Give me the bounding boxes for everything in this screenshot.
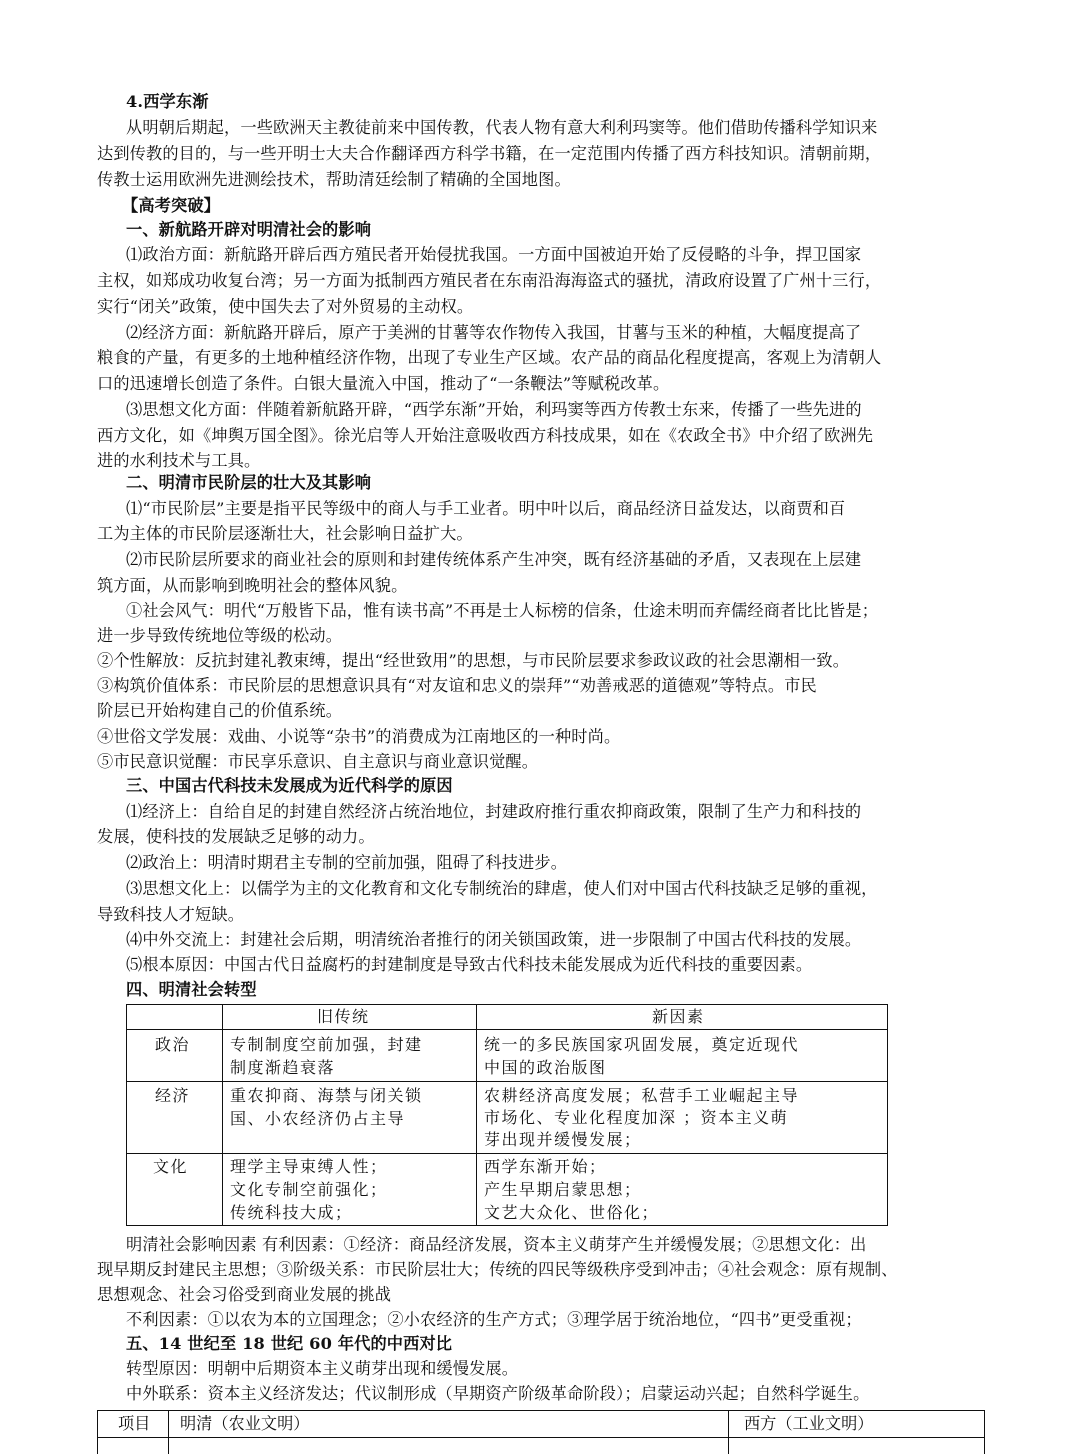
table-cell: 传统科技大成； — [230, 1203, 353, 1222]
part3-title: 三、中国古代科技未发展成为近代科学的原因 — [126, 776, 453, 795]
table-cell: 中国的政治版图 — [484, 1058, 607, 1077]
paragraph-line: 思想观念、社会习俗受到商业发展的挑战 — [97, 1285, 392, 1304]
table-cell: 农耕经济高度发展；私营手工业崛起主导 — [484, 1086, 800, 1105]
paragraph-line: 西方文化，如《坤舆万国全图》。徐光启等人开始注意吸收西方科技成果，如在《农政全书》中介绍了欧洲先 — [97, 426, 874, 445]
table-cell: 市场化、专业化程度加深 ；资本主义萌 — [484, 1108, 789, 1127]
paragraph-line: 导致科技人才短缺。 — [97, 905, 245, 924]
paragraph-line: ⑶思想文化上：以儒学为主的文化教育和文化专制统治的肆虐，使人们对中国古代科技缺乏足够的重视， — [126, 879, 878, 898]
table-divider — [98, 1437, 984, 1438]
paragraph-line: 现早期反封建民主思想；③阶级关系：市民阶层壮大；传统的四民等级秩序受到冲击；④社会观念：原有规制、 — [97, 1260, 898, 1279]
paragraph-line: ⑵经济方面：新航路开辟后，原产于美洲的甘薯等农作物传入我国，甘薯与玉米的种植，大幅度提高了 — [126, 323, 862, 342]
part1-title: 一、新航路开辟对明清社会的影响 — [126, 220, 372, 239]
table-cell: 理学主导束缚人性； — [230, 1157, 388, 1176]
paragraph-line: ⑷中外交流上：封建社会后期，明清统治者推行的闭关锁国政策，进一步限制了中国古代科技的发展。 — [126, 930, 862, 949]
table-divider — [168, 1411, 169, 1454]
paragraph-line: ⑴“市民阶层”主要是指平民等级中的商人与手工业者。明中叶以后，商品经济日益发达，以商贾和百 — [126, 499, 846, 518]
paragraph-line: ⑵政治上：明清时期君主专制的空前加强，阻碍了科技进步。 — [126, 853, 568, 872]
paragraph-line: ③构筑价值体系：市民阶层的思想意识具有“对友谊和忠义的崇拜”“劝善戒恶的道德观”等特点。市民 — [97, 676, 817, 695]
table-cell: 重农抑商、海禁与闭关锁 — [230, 1086, 423, 1105]
row-category-politics: 政治 — [155, 1035, 191, 1054]
row-category-economy: 经济 — [155, 1086, 191, 1105]
paragraph-line: 发展，使科技的发展缺乏足够的动力。 — [97, 827, 375, 846]
transition-table — [126, 1004, 888, 1226]
table-cell: 芽出现并缓慢发展； — [484, 1130, 642, 1149]
paragraph-line: 中外联系：资本主义经济发达；代议制形成（早期资产阶级革命阶段）；启蒙运动兴起；自然科学诞生。 — [126, 1384, 870, 1403]
paragraph-line: ⑸根本原因：中国古代日益腐朽的封建制度是导致古代科技未能发展成为近代科技的重要因素。 — [126, 955, 813, 974]
table-cell: 文化专制空前强化； — [230, 1180, 388, 1199]
table-cell: 专制制度空前加强，封建 — [230, 1035, 423, 1054]
paragraph-line: 粮食的产量，有更多的土地种植经济作物，出现了专业生产区域。农产品的商品化程度提高，客观上为清朝人 — [97, 348, 882, 367]
table-cell: 产生早期启蒙思想； — [484, 1180, 642, 1199]
comparison-table — [97, 1410, 985, 1454]
paragraph-line: ⑤市民意识觉醒：市民享乐意识、自主意识与商业意识觉醒。 — [97, 752, 539, 771]
table-divider — [728, 1411, 729, 1454]
paragraph-line: 实行“闭关”政策，使中国失去了对外贸易的主动权。 — [97, 297, 474, 316]
paragraph-line: 进一步导致传统地位等级的松动。 — [97, 626, 343, 645]
paragraph-line: ⑴政治方面：新航路开辟后西方殖民者开始侵扰我国。一方面中国被迫开始了反侵略的斗争，捍卫国家 — [126, 245, 862, 264]
table-divider — [127, 1029, 887, 1030]
table-header-item: 项目 — [118, 1414, 151, 1433]
paragraph-line: ⑴经济上：自给自足的封建自然经济占统治地位，封建政府推行重农抑商政策，限制了生产力和科技的 — [126, 802, 862, 821]
paragraph-line: 进的水利技术与工具。 — [97, 451, 261, 470]
paragraph-line: 传教士运用欧洲先进测绘技术，帮助清廷绘制了精确的全国地图。 — [97, 170, 571, 189]
table-header-new: 新因素 — [652, 1007, 705, 1026]
part5-title: 五、14 世纪至 18 世纪 60 年代的中西对比 — [126, 1334, 453, 1353]
table-header-old: 旧传统 — [317, 1007, 370, 1026]
paragraph-line: 从明朝后期起，一些欧洲天主教徒前来中国传教，代表人物有意大利利玛窦等。他们借助传播科学知识来 — [126, 118, 878, 137]
section-title-xixue: 4.西学东渐 — [126, 92, 209, 111]
table-divider — [127, 1153, 887, 1154]
paragraph-line: 筑方面，从而影响到晚明社会的整体风貌。 — [97, 576, 408, 595]
paragraph-line: 阶层已开始构建自己的价值系统。 — [97, 701, 343, 720]
table-cell: 西学东渐开始； — [484, 1157, 607, 1176]
paragraph-line: 不利因素：①以农为本的立国理念；②小农经济的生产方式；③理学居于统治地位，“四书”更受重视； — [126, 1310, 862, 1329]
paragraph-line: 达到传教的目的，与一些开明士大夫合作翻译西方科学书籍，在一定范围内传播了西方科技知识。清朝前期， — [97, 144, 882, 163]
paragraph-line: ②个性解放：反抗封建礼教束缚，提出“经世致用”的思想，与市民阶层要求参政议政的社会思潮相一致。 — [97, 651, 850, 670]
table-header-west: 西方（工业文明） — [744, 1414, 874, 1433]
table-divider — [222, 1005, 223, 1225]
table-cell: 制度渐趋衰落 — [230, 1058, 336, 1077]
part2-title: 二、明清市民阶层的壮大及其影响 — [126, 473, 372, 492]
paragraph-line: ⑶思想文化方面：伴随着新航路开辟，“西学东渐”开始，利玛窦等西方传教士东来，传播了一些先进的 — [126, 400, 862, 419]
part4-title: 四、明清社会转型 — [126, 980, 257, 999]
paragraph-line: 转型原因：明朝中后期资本主义萌芽出现和缓慢发展。 — [126, 1359, 519, 1378]
table-divider — [127, 1081, 887, 1082]
paragraph-line: 明清社会影响因素 有利因素：①经济：商品经济发展，资本主义萌芽产生并缓慢发展；②思想文化：出 — [126, 1235, 867, 1254]
paragraph-line: 主权，如郑成功收复台湾；另一方面为抵制西方殖民者在东南沿海海盗式的骚扰，清政府设置了广州十三行， — [97, 271, 882, 290]
table-cell: 统一的多民族国家巩固发展，奠定近现代 — [484, 1035, 800, 1054]
paragraph-line: ①社会风气：明代“万般皆下品，惟有读书高”不再是士人标榜的信条，仕途未明而弃儒经商者比比皆是； — [126, 601, 879, 620]
paragraph-line: 口的迅速增长创造了条件。白银大量流入中国，推动了“一条鞭法”等赋税改革。 — [97, 374, 670, 393]
table-cell: 文艺大众化、世俗化； — [484, 1203, 660, 1222]
table-cell: 国、小农经济仍占主导 — [230, 1109, 406, 1128]
table-divider — [476, 1005, 477, 1225]
row-category-culture: 文化 — [153, 1157, 189, 1176]
paragraph-line: ④世俗文学发展：戏曲、小说等“杂书”的消费成为江南地区的一种时尚。 — [97, 727, 621, 746]
paragraph-line: 工为主体的市民阶层逐渐壮大，社会影响日益扩大。 — [97, 524, 473, 543]
table-header-mingqing: 明清（农业文明） — [180, 1414, 310, 1433]
paragraph-line: ⑵市民阶层所要求的商业社会的原则和封建传统体系产生冲突，既有经济基础的矛盾，又表现在上层建 — [126, 550, 862, 569]
gaokao-heading: 【高考突破】 — [122, 196, 221, 215]
